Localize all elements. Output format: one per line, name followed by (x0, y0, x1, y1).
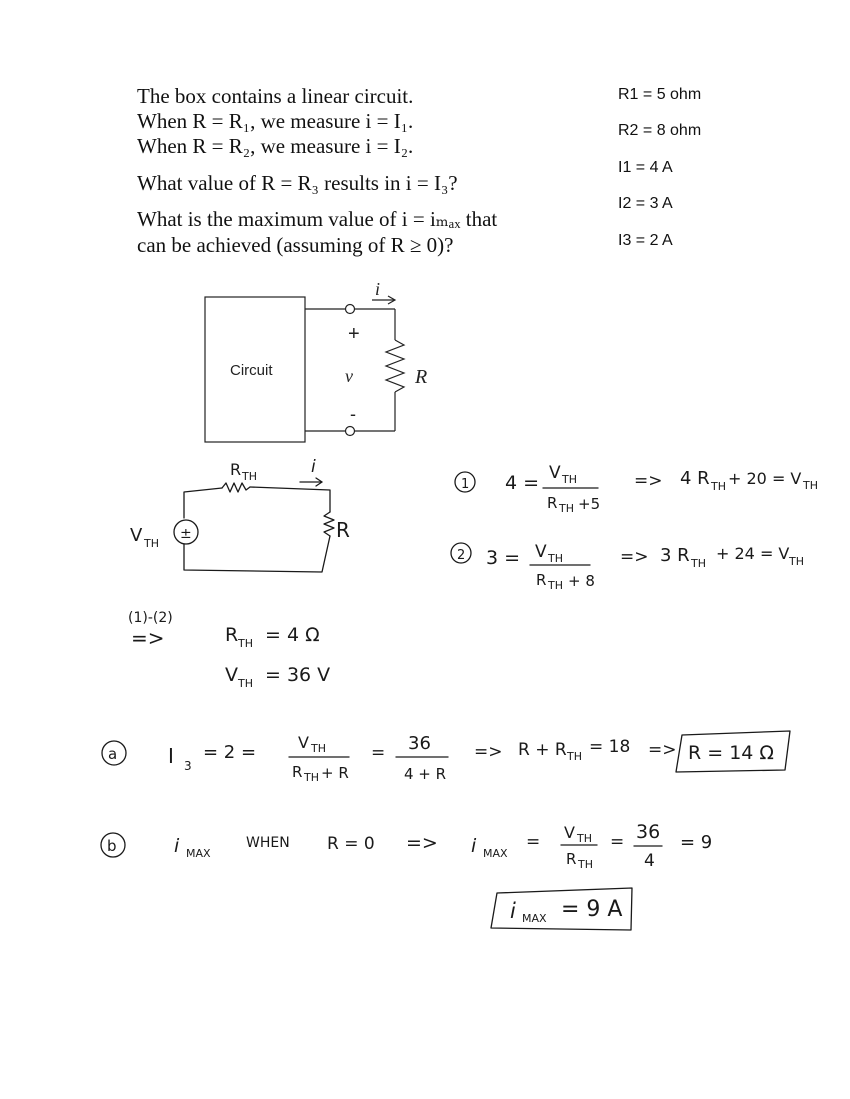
given-r1: R1 = 5 ohm (618, 86, 702, 103)
svg-text:TH: TH (242, 470, 257, 483)
svg-text:R: R (547, 494, 558, 512)
svg-text:V: V (535, 542, 547, 562)
svg-text:V: V (549, 463, 561, 483)
rth-value: = 4 Ω (265, 624, 320, 646)
circuit-box-label: Circuit (230, 362, 273, 379)
given-r2: R2 = 8 ohm (618, 122, 702, 139)
svg-text:= 9 A: = 9 A (561, 897, 623, 922)
given-i2: I2 = 3 A (618, 195, 673, 212)
svg-text:=: = (526, 832, 541, 852)
problem-line-3: When R = R₂, we measure i = I₂. (137, 134, 414, 158)
rth-label: R (230, 460, 242, 479)
resistor-label: R (415, 366, 428, 388)
svg-text:MAX: MAX (186, 847, 211, 860)
svg-text:WHEN: WHEN (246, 835, 290, 851)
equation-1 (455, 463, 818, 515)
svg-text:I: I (168, 744, 174, 768)
eq2-arrow: => (620, 547, 649, 567)
svg-text:1: 1 (461, 477, 470, 492)
vth-label: V (130, 525, 143, 546)
rth-resistor (222, 483, 250, 492)
svg-text:3: 3 (184, 759, 192, 773)
problem-line-6: can be achieved (assuming of R ≥ 0)? (137, 233, 454, 257)
svg-text:R: R (536, 571, 547, 589)
svg-text:3 R: 3 R (660, 545, 690, 566)
current-label: i (375, 279, 381, 299)
terminal-top (346, 305, 355, 314)
problem-line-5: What is the maximum value of i = iₘₐₓ that (137, 207, 498, 231)
svg-text:MAX: MAX (522, 912, 547, 925)
svg-text:TH: TH (559, 502, 574, 515)
svg-text:TH: TH (567, 750, 582, 763)
svg-text:i: i (471, 835, 477, 857)
svg-text:TH: TH (144, 537, 159, 550)
svg-text:TH: TH (691, 557, 706, 570)
svg-text:V: V (564, 823, 575, 842)
svg-text:V: V (298, 733, 309, 752)
solve-step (128, 610, 330, 690)
answer-b: i (510, 899, 516, 923)
plus-label: + (348, 323, 360, 345)
svg-text:R: R (566, 850, 577, 868)
answer-a: R = 14 Ω (688, 742, 774, 764)
svg-text:TH: TH (562, 473, 577, 486)
part-a (102, 731, 790, 784)
svg-text:TH: TH (789, 555, 804, 568)
problem-line-4: What value of R = R₃ results in i = I₃? (137, 171, 458, 195)
vth-value: = 36 V (265, 664, 331, 686)
problem-line-1: The box contains a linear circuit. (137, 84, 414, 108)
equation-2 (451, 542, 804, 592)
svg-text:V: V (225, 664, 238, 686)
svg-text:+ 8: + 8 (568, 572, 595, 590)
svg-text:=>: => (474, 742, 503, 762)
svg-text:= 18: = 18 (589, 737, 631, 757)
svg-text:i: i (174, 835, 180, 857)
eq1-lhs: 4 = (505, 472, 540, 494)
svg-text:TH: TH (548, 552, 563, 565)
svg-text:= 9: = 9 (680, 832, 713, 853)
svg-text:a: a (108, 745, 118, 763)
svg-text:4 + R: 4 + R (404, 765, 447, 783)
svg-text:=>: => (406, 832, 438, 854)
thevenin-current: i (311, 457, 316, 477)
circuit-figure (205, 279, 427, 442)
svg-text:TH: TH (304, 771, 319, 784)
svg-text:+ 24 = V: + 24 = V (716, 544, 790, 563)
svg-text:TH: TH (577, 832, 592, 845)
svg-text:=>: => (648, 740, 677, 760)
svg-text:+ 20 = V: + 20 = V (728, 469, 802, 488)
subtract-label: (1)-(2) (128, 610, 173, 626)
svg-text:4: 4 (644, 851, 655, 871)
svg-text:2: 2 (457, 548, 466, 563)
svg-text:TH: TH (311, 742, 326, 755)
svg-text:=: = (371, 743, 386, 763)
given-i3: I3 = 2 A (618, 232, 673, 249)
svg-text:36: 36 (636, 821, 661, 843)
svg-text:4 R: 4 R (680, 468, 710, 489)
terminal-bottom (346, 427, 355, 436)
minus-label: - (350, 404, 356, 424)
svg-text:TH: TH (578, 858, 593, 871)
svg-text:36: 36 (408, 733, 431, 754)
load-resistor (324, 512, 334, 536)
part-b (101, 821, 712, 930)
svg-text:TH: TH (803, 479, 818, 492)
svg-text:TH: TH (548, 579, 563, 592)
svg-text:MAX: MAX (483, 847, 508, 860)
svg-text:= 2 =: = 2 = (203, 742, 257, 763)
solve-arrow: => (131, 626, 165, 650)
svg-text:+ R: + R (321, 764, 349, 782)
svg-text:TH: TH (238, 677, 253, 690)
svg-text:±: ± (180, 526, 192, 542)
svg-text:TH: TH (711, 480, 726, 493)
svg-text:R: R (292, 763, 303, 781)
svg-text:R = 0: R = 0 (327, 834, 375, 854)
svg-text:R + R: R + R (518, 740, 567, 760)
svg-text:R: R (225, 624, 239, 646)
resistor-r (386, 340, 404, 392)
problem-line-2: When R = R₁, we measure i = I₁. (137, 109, 414, 133)
voltage-label: v (345, 366, 353, 386)
svg-text:=: = (610, 832, 625, 852)
svg-text:TH: TH (238, 637, 253, 650)
load-label: R (336, 518, 350, 542)
given-i1: I1 = 4 A (618, 159, 673, 176)
svg-text:+5: +5 (578, 495, 601, 513)
eq1-arrow: => (634, 471, 663, 491)
thevenin-circuit (130, 457, 350, 572)
eq2-lhs: 3 = (486, 547, 521, 569)
svg-text:b: b (107, 837, 117, 855)
